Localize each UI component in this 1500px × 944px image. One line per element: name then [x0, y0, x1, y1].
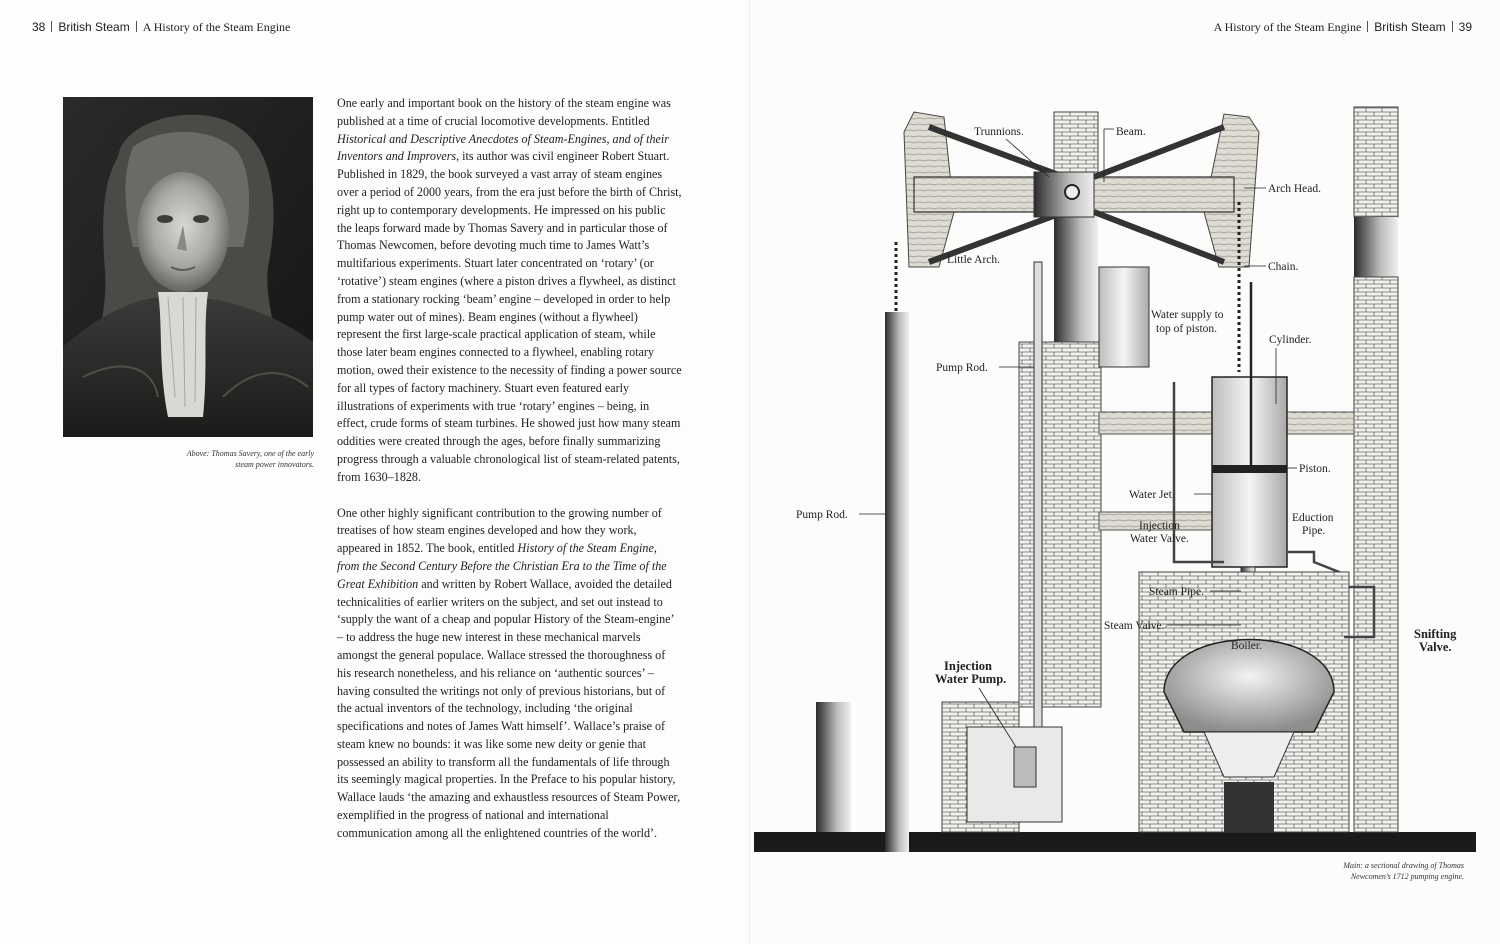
- right-running-title: A History of the Steam Engine: [1213, 20, 1362, 34]
- paragraph-1: [337, 95, 682, 487]
- label-arch-head: Arch Head.: [1268, 183, 1322, 195]
- trunnion-pivot: [1065, 185, 1079, 199]
- label-eduction-pipe-2: Pipe.: [1302, 525, 1326, 537]
- injection-water-pump: [1014, 747, 1036, 787]
- water-cistern: [1099, 267, 1149, 367]
- text-run: One early and important book on the history of the steam engine was published at a time of crucial locomotive developments. Entitled: [337, 96, 671, 128]
- label-cylinder: Cylinder.: [1269, 334, 1312, 346]
- trunnion-block: [1034, 172, 1094, 217]
- portrait-caption: [160, 448, 314, 470]
- label-injection-pump-1: Injection: [944, 659, 992, 673]
- caption-line: Above: Thomas Savery, one of the early: [186, 449, 314, 458]
- label-trunnions: Trunnions.: [974, 126, 1024, 138]
- label-pump-rod-2: Pump Rod.: [796, 509, 848, 521]
- ash-pit: [1224, 782, 1274, 832]
- portrait-engraving: [63, 97, 313, 437]
- text-run: and written by Robert Wallace, avoided the detailed technicalities of earlier writers on the subject, and set out instead to ‘supply the want of a cheap and popular History of the Steam-engine’ – to address the huge new interest in these mechanical marvels amongst the general populace. Wallace stressed the thoroughness of his research nonetheless, and his reliance on ‘authentic sources’ – having consulted the writings not only of previous historians, but of the actual inventors of the technology, including ‘the original specifications and notes of James Watt himself’. Wallace’s praise of steam knew no bounds: it was like some new deity or genie that possessed an ability to transform all the fundamentals of life through its seemingly magical properties. In the Preface to his popular history, Wallace lauds ‘the amazing and exhaustless resources of Steam Power, exemplified in the progress of national and international communication among all the enlightened countries of the world’.: [337, 576, 681, 840]
- label-injection-valve-2: Water Valve.: [1130, 533, 1189, 545]
- left-running-head: [32, 20, 290, 35]
- label-injection-valve-1: Injection: [1139, 520, 1180, 532]
- label-eduction-pipe-1: Eduction: [1292, 512, 1334, 524]
- left-running-title: A History of the Steam Engine: [142, 20, 291, 34]
- text-run: , its author was civil engineer Robert Stuart. Published in 1829, the book surveyed a vast array of steam engines over a period of 2000 years, from the era just before the birth of Christ, right up to contemporary developments. He impressed on his public the leaps forward made by Thomas Savery and in particular those of Thomas Newcomen, before devoting much time to James Watt’s multifarious experiments. Stuart later concentrated on ‘rotary’ (or ‘rotative’) steam engines (where a piston drives a flywheel, as distinct from a stationary rocking ‘beam’ engine – developed in order to help pump water out of mines). Beam engines (without a flywheel) represent the first large-scale practical application of steam, while those later beam engines connected to a flywheel, enabling rotary motion, owed their existence to the necessity of finding a power source for all types of factory machinery. Stuart even featured early illustrations of experiments with true ‘rotary’ engines – being, in effect, crude forms of steam turbines. He showed just how many steam oddities were created through the ages, before finally summarizing progress through a valuable chronological list of steam-related patents, from 1630–1828.: [337, 149, 682, 484]
- separator: [51, 21, 52, 32]
- label-snifting-valve-1: Snifting: [1414, 627, 1457, 641]
- right-page-number: 39: [1458, 20, 1472, 34]
- right-chimney-top: [1354, 107, 1398, 217]
- right-chimney-shade: [1354, 217, 1398, 277]
- label-steam-valve: Steam Valve.: [1104, 620, 1165, 632]
- label-injection-pump-2: Water Pump.: [935, 672, 1007, 686]
- ground: [754, 832, 1476, 852]
- savery-portrait: [63, 97, 313, 437]
- pump-rod-column: [885, 312, 909, 852]
- text-run: One other highly significant contribution to the growing number of treatises of how steam engines developed and how they work, appeared in 1852. The book, entitled: [337, 505, 662, 556]
- right-chimney: [1354, 277, 1398, 832]
- newcomen-engine-diagram: [754, 92, 1476, 857]
- paragraph-2: [337, 505, 682, 843]
- centre-brickwork: [1019, 342, 1101, 707]
- left-section-title: British Steam: [58, 20, 130, 34]
- left-page-number: 38: [32, 20, 46, 34]
- label-beam: Beam.: [1116, 126, 1146, 138]
- caption-line: Newcomen’s 1712 pumping engine.: [1350, 872, 1464, 881]
- left-pier: [816, 702, 851, 832]
- boiler: [1164, 640, 1334, 733]
- piston: [1212, 465, 1287, 473]
- caption-line: Main: a sectional drawing of Thomas: [1343, 861, 1464, 870]
- separator: [1452, 21, 1453, 32]
- separator: [136, 21, 137, 32]
- centre-column: [1054, 217, 1098, 342]
- inner-pump-rod: [1034, 262, 1042, 782]
- centre-column-top: [1054, 112, 1098, 172]
- caption-line: steam power innovators.: [235, 460, 314, 469]
- diagram-caption: [1264, 860, 1464, 882]
- label-boiler: Boiler.: [1231, 640, 1262, 652]
- label-piston: Piston.: [1299, 463, 1331, 475]
- label-little-arch: Little Arch.: [947, 254, 1001, 266]
- label-water-supply-2: top of piston.: [1156, 323, 1218, 335]
- label-steam-pipe: Steam Pipe.: [1149, 586, 1204, 598]
- separator: [1367, 21, 1368, 32]
- label-chain: Chain.: [1268, 261, 1299, 273]
- label-water-jet: Water Jet.: [1129, 489, 1175, 501]
- label-pump-rod-1: Pump Rod.: [936, 362, 988, 374]
- book-title: History of the Steam Engine, from the Second Century Before the Christian Era to the Time of the Great Exhibition: [337, 541, 667, 591]
- book-title: Historical and Descriptive Anecdotes of Steam-Engines, and of their Inventors and Improvers: [337, 131, 669, 164]
- body-text: [337, 95, 682, 857]
- label-water-supply-1: Water supply to: [1151, 309, 1224, 321]
- label-snifting-valve-2: Valve.: [1419, 640, 1452, 654]
- right-section-title: British Steam: [1374, 20, 1446, 34]
- right-running-head: [1214, 20, 1472, 35]
